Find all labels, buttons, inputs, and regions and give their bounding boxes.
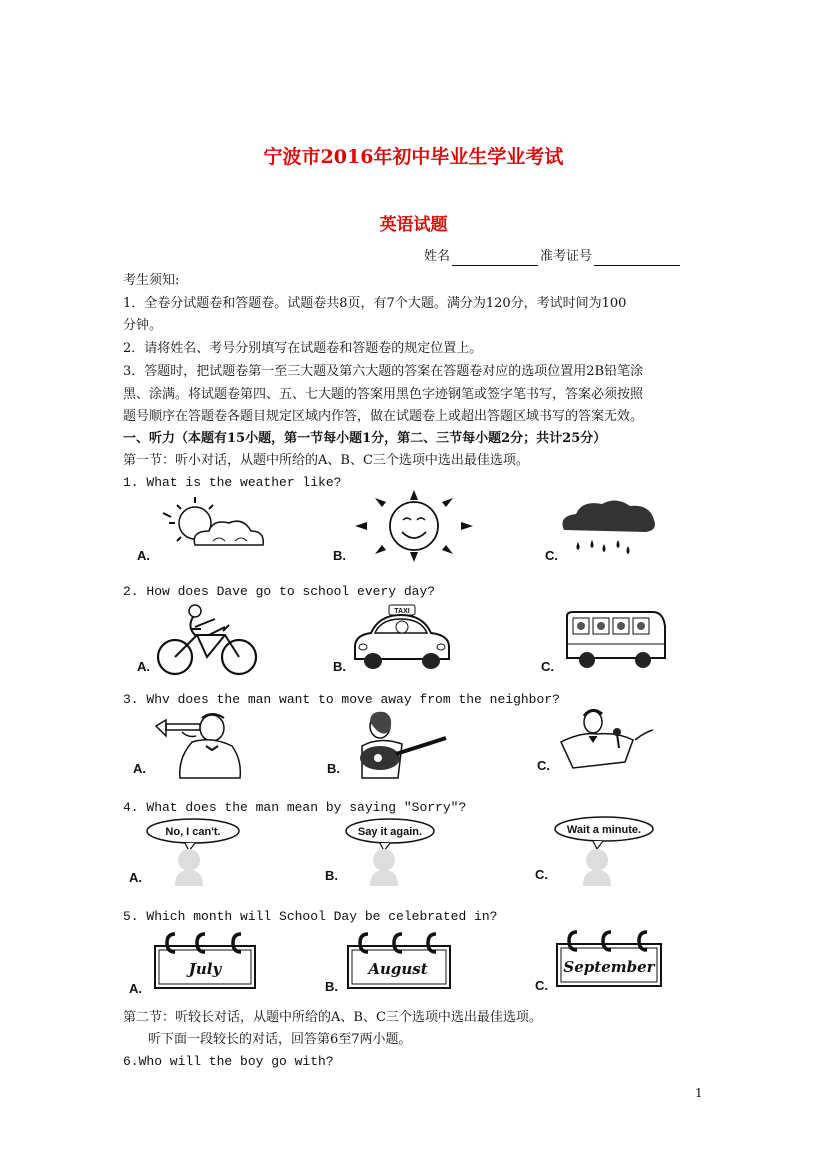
exam-no-label: 准考证号 [540, 249, 593, 264]
school-bus-icon [563, 610, 667, 670]
notice-item2: 2．请将姓名、考号分别填写在试题卷和答题卷的规定位置上。 [123, 341, 483, 356]
q1-label-b: B. [333, 548, 346, 563]
speech-person-b [340, 818, 445, 886]
calendar-september-icon [555, 930, 665, 988]
rain-cloud-icon [558, 498, 660, 556]
exam-no-blank[interactable] [594, 251, 680, 266]
trumpet-player-icon [152, 712, 244, 780]
sunny-face-icon [355, 490, 473, 562]
notice-item1-a: 1．全卷分试题卷和答题卷。试题卷共8页，有7个大题。满分为120分，考试时间为100 [123, 296, 627, 311]
speech-person-c [553, 816, 658, 886]
month-september: September [563, 958, 655, 976]
part2-sub: 听下面一段较长的对话，回答第6至7两小题。 [148, 1032, 412, 1047]
sun-cloud-icon [155, 493, 270, 558]
bubble-text-a: No, I can't. [165, 826, 221, 838]
q4-label-c: C. [535, 867, 548, 882]
page-title: 宁波市2016年初中毕业生学业考试 [263, 146, 564, 168]
question-1: 1. What is the weather like? [123, 475, 342, 490]
name-label: 姓名 [424, 249, 451, 264]
q4-label-b: B. [325, 868, 338, 883]
q1-label-a: A. [137, 548, 150, 563]
bubble-text-c: Wait a minute. [566, 824, 642, 836]
q5-label-a: A. [129, 981, 142, 996]
month-july: July [188, 960, 222, 978]
q2-label-a: A. [137, 659, 150, 674]
speech-person-a [145, 818, 255, 886]
question-5: 5. Which month will School Day be celebrated in? [123, 909, 498, 924]
notice-heading: 考生须知: [123, 273, 180, 288]
month-august: August [368, 960, 428, 978]
notice-item3-b: 黑、涂满。将试题卷第四、五、七大题的答案用黑色字迹钢笔或签字笔书写，答案必须按照 [123, 387, 644, 402]
subject-title: 英语试题 [379, 215, 448, 235]
q2-label-c: C. [541, 659, 554, 674]
question-2: 2. How does Dave go to school every day? [123, 584, 436, 599]
q2-label-b: B. [333, 659, 346, 674]
q3-label-c: C. [537, 758, 550, 773]
name-exam-row [424, 248, 682, 266]
notice-item1-b: 分钟。 [123, 318, 163, 333]
q3-label-b: B. [327, 761, 340, 776]
q3-label-a: A. [133, 761, 146, 776]
question-4: 4. What does the man mean by saying "Sorry"? [123, 800, 467, 815]
section1-heading: 一、听力（本题有15小题，第一节每小题1分，第二、三节每小题2分；共计25分） [123, 431, 607, 446]
question-6: 6.Who will the boy go with? [123, 1054, 334, 1069]
name-blank[interactable] [452, 251, 538, 266]
calendar-august-icon [346, 932, 453, 990]
part1-intro: 第一节：听小对话，从题中所给的A、B、C三个选项中选出最佳选项。 [123, 453, 529, 468]
part2-intro: 第二节：听较长对话，从题中所给的A、B、C三个选项中选出最佳选项。 [123, 1010, 542, 1025]
notice-item3-c: 题号顺序在答题卷各题目规定区域内作答，做在试题卷上或超出答题区域书写的答案无效。 [123, 409, 644, 424]
calendar-july-icon [153, 932, 258, 990]
q4-label-a: A. [129, 870, 142, 885]
q5-label-b: B. [325, 979, 338, 994]
q1-label-c: C. [545, 548, 558, 563]
page-number: 1 [695, 1086, 703, 1100]
guitar-player-icon [350, 712, 450, 780]
question-3: 3. Whv does the man want to move away from the neighbor? [123, 692, 560, 707]
notice-item3-a: 3．答题时，把试题卷第一至三大题及第六大题的答案在答题卷对应的选项位置用2B铅笔涂 [123, 364, 644, 379]
bubble-text-b: Say it again. [357, 826, 423, 838]
taxi-sign-text: TAXI [394, 608, 410, 615]
singer-icon [557, 708, 657, 774]
bicycle-icon [155, 605, 260, 677]
taxi-icon [347, 603, 457, 671]
q5-label-c: C. [535, 978, 548, 993]
